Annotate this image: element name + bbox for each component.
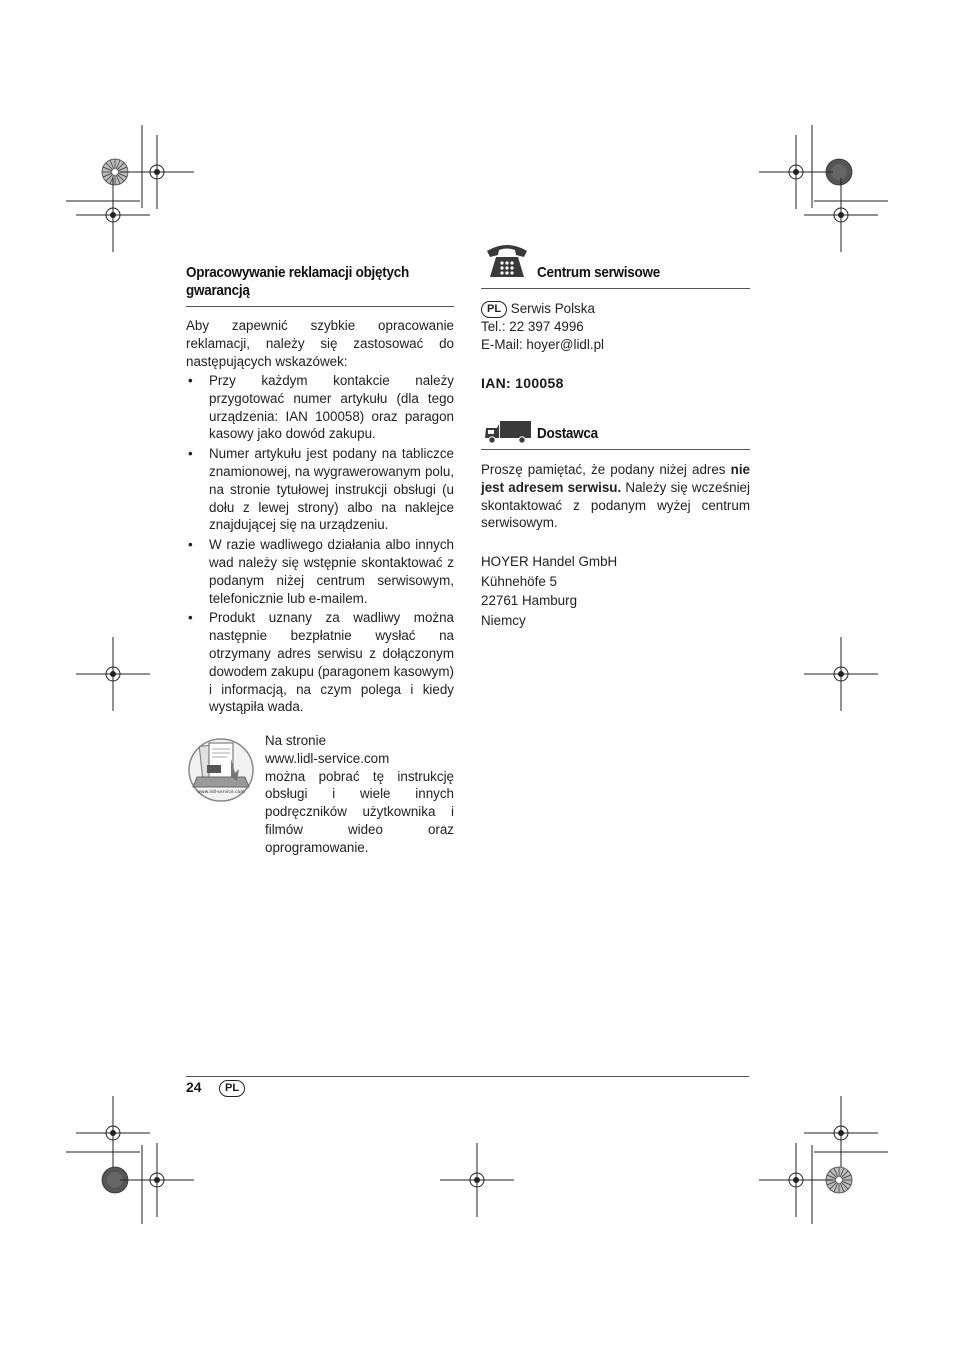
page-number: 24 bbox=[186, 1079, 202, 1095]
footer-country-badge: PL bbox=[219, 1080, 245, 1098]
ian-number: IAN: 100058 bbox=[481, 375, 564, 391]
service-phone: Tel.: 22 397 4996 bbox=[481, 318, 584, 334]
warranty-heading: Opracowywanie reklamacji objętych gwarancją bbox=[186, 264, 409, 299]
supplier-notice: Proszę pamiętać, że podany niżej adres nie jest adresem serwisu. Należy się wcześniej skontaktować z podanym wyżej centrum serwisowym. bbox=[481, 462, 750, 531]
service-center-heading: Centrum serwisowe bbox=[537, 264, 660, 281]
supplier-heading: Dostawca bbox=[537, 425, 598, 442]
list-item: • Przy każdym kontakcie należy przygotować numer artykułu (dla tego urządzenia: IAN 100058) oraz paragon kasowy jako dowód zakupu. bbox=[186, 372, 454, 443]
address-line: 22761 Hamburg bbox=[481, 593, 578, 608]
service-intro: Na stronie bbox=[265, 733, 327, 748]
service-url: www.lidl-service.com bbox=[265, 750, 390, 766]
list-item: • W razie wadliwego działania albo innych wad należy się wstępnie skontaktować z podanym niżej centrum serwisowym, telefonicznie lub e-mailem. bbox=[186, 536, 454, 607]
address-line: Kühnehöfe 5 bbox=[481, 573, 557, 589]
country-badge: PL bbox=[481, 301, 507, 318]
service-text: można pobrać tę instrukcję obsługi i wiele innych podręczników użytkownika i filmów wideo oraz oprogramowanie. bbox=[265, 768, 454, 855]
service-email: E-Mail: hoyer@lidl.pl bbox=[481, 336, 604, 352]
lidl-service-logo-text: www.lidl-service.com bbox=[197, 790, 245, 795]
warranty-intro: Aby zapewnić szybkie opracowanie reklamacji, należy się zastosować do następujących wskazówek: bbox=[186, 318, 454, 369]
service-name: Serwis Polska bbox=[510, 301, 595, 316]
address-line: Niemcy bbox=[481, 612, 526, 628]
supplier-notice-bold: nie jest adresem serwisu. bbox=[481, 462, 750, 495]
list-item: • Numer artykułu jest podany na tabliczce znamionowej, na wygrawerowanym polu, na stronie tytułowej instrukcji obsługi (u dołu z lewej strony) albo na naklejce znajdującej się na urządzeniu. bbox=[186, 445, 454, 534]
address-line: HOYER Handel GmbH bbox=[481, 554, 618, 569]
list-item: • Produkt uznany za wadliwy można następnie bezpłatnie wysłać na otrzymany adres serwisu z dołączonym dowodem zakupu (paragonem kasowym) i informacją, na czym polega i kiedy wystąpiła wada. bbox=[186, 609, 454, 716]
